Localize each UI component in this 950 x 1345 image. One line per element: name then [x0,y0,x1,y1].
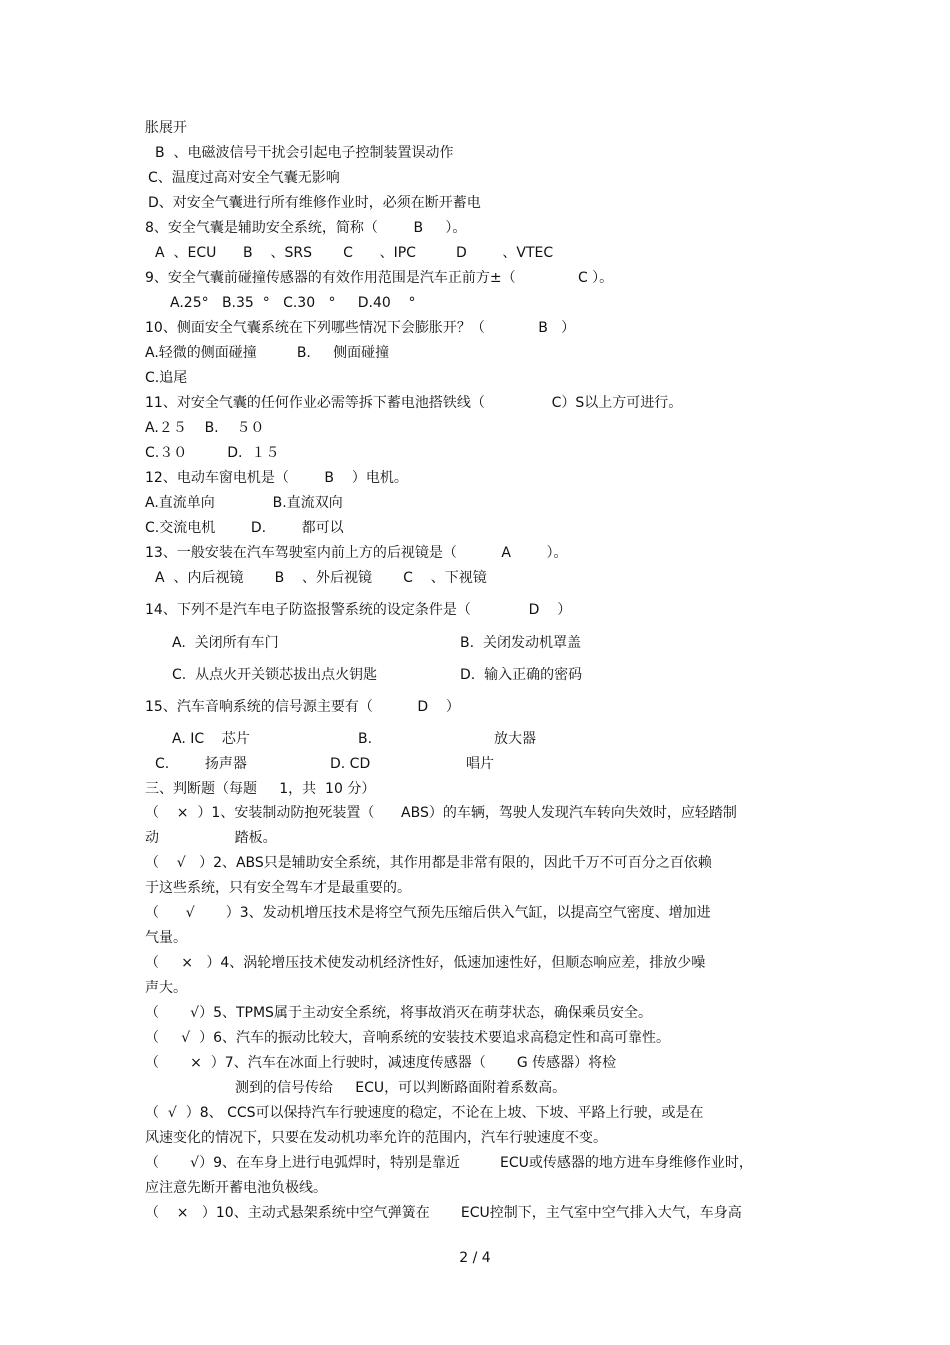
options-line: A 、内后视镜 B 、外后视镜 C 、下视镜 [155,570,487,586]
judgment-line: 声大。 [145,980,187,996]
judgment-line: （ √ ）2、ABS只是辅助安全系统，其作用都是非常有限的，因此千万不可百分之百依赖 [145,855,712,871]
question-line: 13、一般安装在汽车驾驶室内前上方的后视镜是（ A ）。 [145,545,568,561]
text-line: B 、电磁波信号干扰会引起电子控制装置误动作 [155,145,454,161]
judgment-line: 气量。 [145,930,187,946]
question-line: 9、安全气囊前碰撞传感器的有效作用范围是汽车正前方±（ C ）。 [145,270,614,286]
options-line: A.２５ B. ５０ [145,420,265,436]
question-line: 11、对安全气囊的任何作业必需等拆下蓄电池搭铁线（ C）S以上方可进行。 [145,395,683,411]
options-line: A 、ECU B 、SRS C 、IPC D 、VTEC [155,245,554,261]
option-d-text: 唱片 [466,756,494,772]
options-line: A.25° B.35 ° C.30 ° D.40 ° [170,295,416,311]
option-d: D. 输入正确的密码 [460,667,583,683]
judgment-line: 动 踏板。 [145,830,277,846]
text-line: C、温度过高对安全气囊无影响 [148,170,340,186]
option-c: C. 扬声器 [155,756,247,772]
judgment-line: （ √ ）3、发动机增压技术是将空气预先压缩后供入气缸，以提高空气密度、增加进 [145,905,711,921]
options-line: A.轻微的侧面碰撞 B. 侧面碰撞 [145,345,390,361]
options-line: A.直流单向 B.直流双向 [145,495,343,511]
options-line: C.３０ D. １５ [145,445,280,461]
text-line: D、对安全气囊进行所有维修作业时，必须在断开蓄电 [148,195,481,211]
option-b-text: 放大器 [494,731,536,747]
judgment-line: 应注意先断开蓄电池负极线。 [145,1180,327,1196]
option-b: B. [358,731,373,747]
judgment-line: 测到的信号传给 ECU，可以判断路面附着系数高。 [235,1080,567,1096]
judgment-line: （ × ）7、汽车在冰面上行驶时，减速度传感器（ G 传感器）将检 [145,1055,617,1071]
judgment-line: 风速变化的情况下，只要在发动机功率允许的范围内，汽车行驶速度不变。 [145,1130,607,1146]
page-number: 2 / 4 [459,1250,491,1266]
text-line: 胀展开 [145,120,187,136]
question-line: 14、下列不是汽车电子防盗报警系统的设定条件是（ D ） [145,602,572,618]
judgment-line: （ × ）10、主动式悬架系统中空气弹簧在 ECU控制下，主气室中空气排入大气，车身高 [145,1205,742,1221]
options-line: C.交流电机 D. 都可以 [145,520,344,536]
judgment-line: （ × ）1、安装制动防抱死装置（ ABS）的车辆，驾驶人发现汽车转向失效时，应轻踏制 [145,805,737,821]
section-heading: 三、判断题（每题 1，共 10 分） [145,781,376,797]
options-line: C.追尾 [145,370,188,386]
judgment-line: （ √ ）8、 CCS可以保持汽车行驶速度的稳定，不论在上坡、下坡、平路上行驶，或是在 [145,1105,704,1121]
option-d: D. CD [330,756,371,772]
question-line: 15、汽车音响系统的信号源主要有（ D ） [145,699,460,715]
option-b: B. 关闭发动机罩盖 [460,635,581,651]
judgment-line: （ × ）4、涡轮增压技术使发动机经济性好，低速加速性好，但顺态响应差，排放少噪 [145,955,706,971]
option-c: C. 从点火开关锁芯拔出点火钥匙 [172,667,378,683]
option-a: A. IC 芯片 [172,731,250,747]
judgment-line: （ √）5、TPMS属于主动安全系统，将事故消灭在萌芽状态，确保乘员安全。 [145,1005,652,1021]
judgment-line: （ √）9、在车身上进行电弧焊时，特别是靠近 ECU或传感器的地方进车身维修作业时， [145,1155,753,1171]
question-line: 8、安全气囊是辅助安全系统，简称（ B ）。 [145,220,467,236]
judgment-line: 于这些系统，只有安全驾车才是最重要的。 [145,880,411,896]
question-line: 12、电动车窗电机是（ B ）电机。 [145,470,408,486]
option-a: A. 关闭所有车门 [172,635,279,651]
judgment-line: （ √ ）6、汽车的振动比较大，音响系统的安装技术要追求高稳定性和高可靠性。 [145,1030,670,1046]
question-line: 10、侧面安全气囊系统在下列哪些情况下会膨胀开？（ B ） [145,320,576,336]
